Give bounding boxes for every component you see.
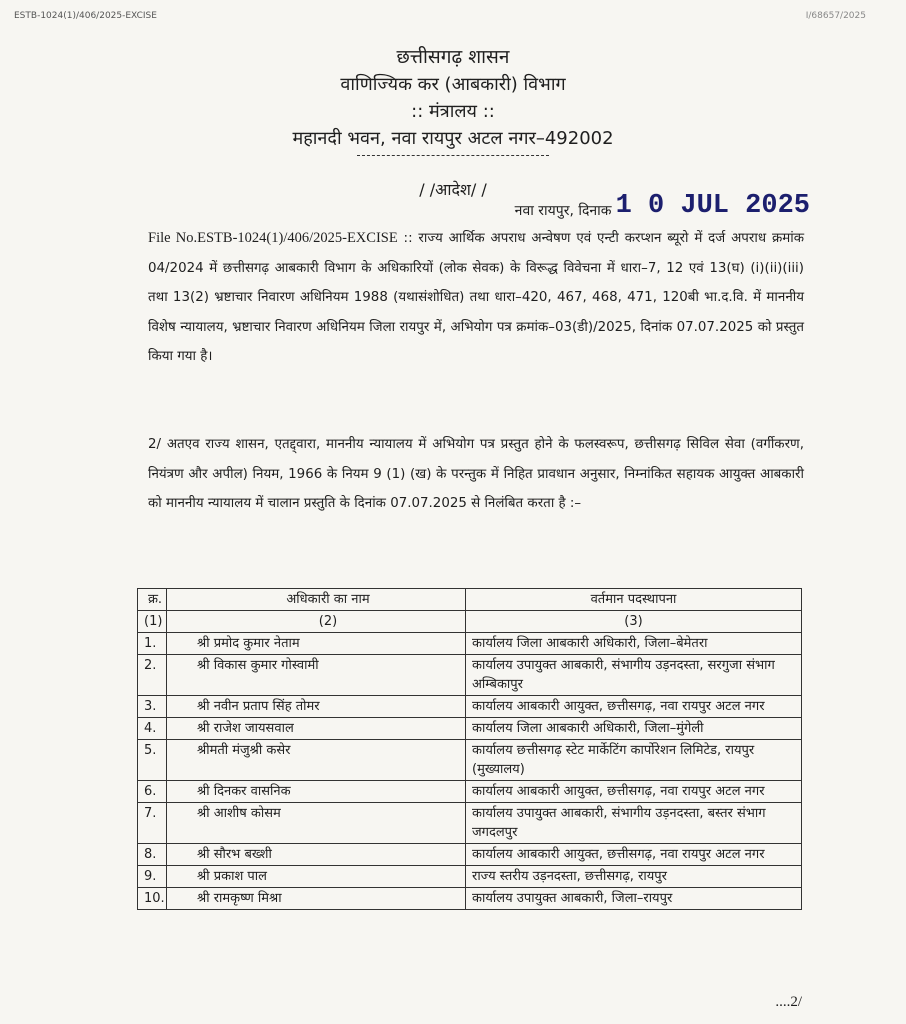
row-serial: 8.: [138, 844, 167, 866]
department-name: वाणिज्यिक कर (आबकारी) विभाग: [340, 74, 566, 95]
continued-page-marker: ....2/: [775, 994, 802, 1010]
office-address: महानदी भवन, नवा रायपुर अटल नगर–492002: [292, 128, 614, 149]
row-posting: कार्यालय आबकारी आयुक्त, छत्तीसगढ़, नवा रायपुर अटल नगर: [466, 844, 802, 866]
letterhead: [0, 44, 906, 156]
paragraph-1-text: :: राज्य आर्थिक अपराध अन्वेषण एवं एन्टी करप्शन ब्यूरो में दर्ज अपराध क्रमांक 04/2024 में छत्तीसगढ़ आबकारी विभाग के अधिकारियों (लोक सेवक) के विरूद्ध विवेचना में धारा–7, 12 एवं 13(घ) (i)(ii)(iii) तथा 13(2) भ्रष्टाचार निवारण अधिनियम 1988 (यथासंशोधित) तथा धारा–420, 467, 468, 471, 120बी भा.द.वि. में माननीय विशेष न्यायालय, भ्रष्टाचार निवारण अधिनियम जिला रायपुर में, अभियोग पत्र क्रमांक–03(डी)/2025, दिनांक 07.07.2025 को प्रस्तुत किया गया है।: [148, 231, 804, 365]
row-posting: कार्यालय जिला आबकारी अधिकारी, जिला–बेमेतरा: [466, 633, 802, 655]
paragraph-1: [148, 224, 804, 372]
table-row: [138, 655, 802, 696]
table-row: [138, 740, 802, 781]
file-number: File No.ESTB-1024(1)/406/2025-EXCISE: [148, 230, 398, 246]
column-index-3: (3): [466, 611, 802, 633]
row-officer-name: श्री सौरभ बख्शी: [167, 844, 466, 866]
row-officer-name: श्री दिनकर वासनिक: [167, 781, 466, 803]
government-name: छत्तीसगढ़ शासन: [396, 46, 510, 68]
row-officer-name: श्री रामकृष्ण मिश्रा: [167, 888, 466, 910]
inward-number-corner: I/68657/2025: [805, 11, 866, 21]
table-row: [138, 718, 802, 740]
row-serial: 3.: [138, 696, 167, 718]
column-index-2: (2): [167, 611, 466, 633]
table-row: [138, 696, 802, 718]
row-serial: 10.: [138, 888, 167, 910]
row-posting: कार्यालय उपायुक्त आबकारी, संभागीय उड़नदस्ता, बस्तर संभाग जगदलपुर: [466, 803, 802, 844]
date-stamp: 1 0 JUL 2025: [615, 191, 810, 221]
row-posting: कार्यालय छत्तीसगढ़ स्टेट मार्केटिंग कार्पोरेशन लिमिटेड, रायपुर (मुख्यालय): [466, 740, 802, 781]
row-posting: कार्यालय आबकारी आयुक्त, छत्तीसगढ़, नवा रायपुर अटल नगर: [466, 781, 802, 803]
table-row: [138, 888, 802, 910]
row-officer-name: श्री आशीष कोसम: [167, 803, 466, 844]
file-reference-corner: ESTB-1024(1)/406/2025-EXCISE: [14, 11, 157, 21]
table-index-row: [138, 611, 802, 633]
row-officer-name: श्री राजेश जायसवाल: [167, 718, 466, 740]
table-row: [138, 866, 802, 888]
row-posting: कार्यालय जिला आबकारी अधिकारी, जिला–मुंगेली: [466, 718, 802, 740]
table-header-row: [138, 589, 802, 611]
row-officer-name: श्री नवीन प्रताप सिंह तोमर: [167, 696, 466, 718]
table-row: [138, 781, 802, 803]
row-posting: राज्य स्तरीय उड़नदस्ता, छत्तीसगढ़, रायपुर: [466, 866, 802, 888]
row-serial: 2.: [138, 655, 167, 696]
column-header-serial: क्र.: [138, 589, 167, 611]
date-line: [515, 193, 810, 220]
row-posting: कार्यालय उपायुक्त आबकारी, जिला–रायपुर: [466, 888, 802, 910]
row-officer-name: श्रीमती मंजुश्री कसेर: [167, 740, 466, 781]
row-serial: 5.: [138, 740, 167, 781]
date-prefix: नवा रायपुर, दिनाक: [514, 203, 612, 219]
row-posting: कार्यालय आबकारी आयुक्त, छत्तीसगढ़, नवा रायपुर अटल नगर: [466, 696, 802, 718]
row-serial: 9.: [138, 866, 167, 888]
table-row: [138, 844, 802, 866]
column-header-name: अधिकारी का नाम: [167, 589, 466, 611]
officers-table: [137, 588, 802, 910]
paragraph-2: 2/ अतएव राज्य शासन, एतद्द्वारा, माननीय न्यायालय में अभियोग पत्र प्रस्तुत होने के फलस्वरूप, छत्तीसगढ़ सिविल सेवा (वर्गीकरण, नियंत्रण और अपील) नियम, 1966 के नियम 9 (1) (ख) के परन्तुक में निहित प्रावधान अनुसार, निम्नांकित सहायक आयुक्त आबकारी को माननीय न्यायालय में चालान प्रस्तुति के दिनांक 07.07.2025 से निलंबित करता है :–: [148, 437, 804, 512]
row-serial: 6.: [138, 781, 167, 803]
row-officer-name: श्री प्रकाश पाल: [167, 866, 466, 888]
order-title: / /आदेश/ /: [419, 180, 487, 199]
row-posting: कार्यालय उपायुक्त आबकारी, संभागीय उड़नदस्ता, सरगुजा संभाग अम्बिकापुर: [466, 655, 802, 696]
row-officer-name: श्री प्रमोद कुमार नेताम: [167, 633, 466, 655]
ministry-label: :: मंत्रालय ::: [411, 101, 495, 122]
row-serial: 4.: [138, 718, 167, 740]
table-row: [138, 633, 802, 655]
header-divider: [357, 155, 549, 156]
column-header-posting: वर्तमान पदस्थापना: [466, 589, 802, 611]
row-serial: 1.: [138, 633, 167, 655]
row-serial: 7.: [138, 803, 167, 844]
column-index-1: (1): [138, 611, 167, 633]
table-row: [138, 803, 802, 844]
row-officer-name: श्री विकास कुमार गोस्वामी: [167, 655, 466, 696]
